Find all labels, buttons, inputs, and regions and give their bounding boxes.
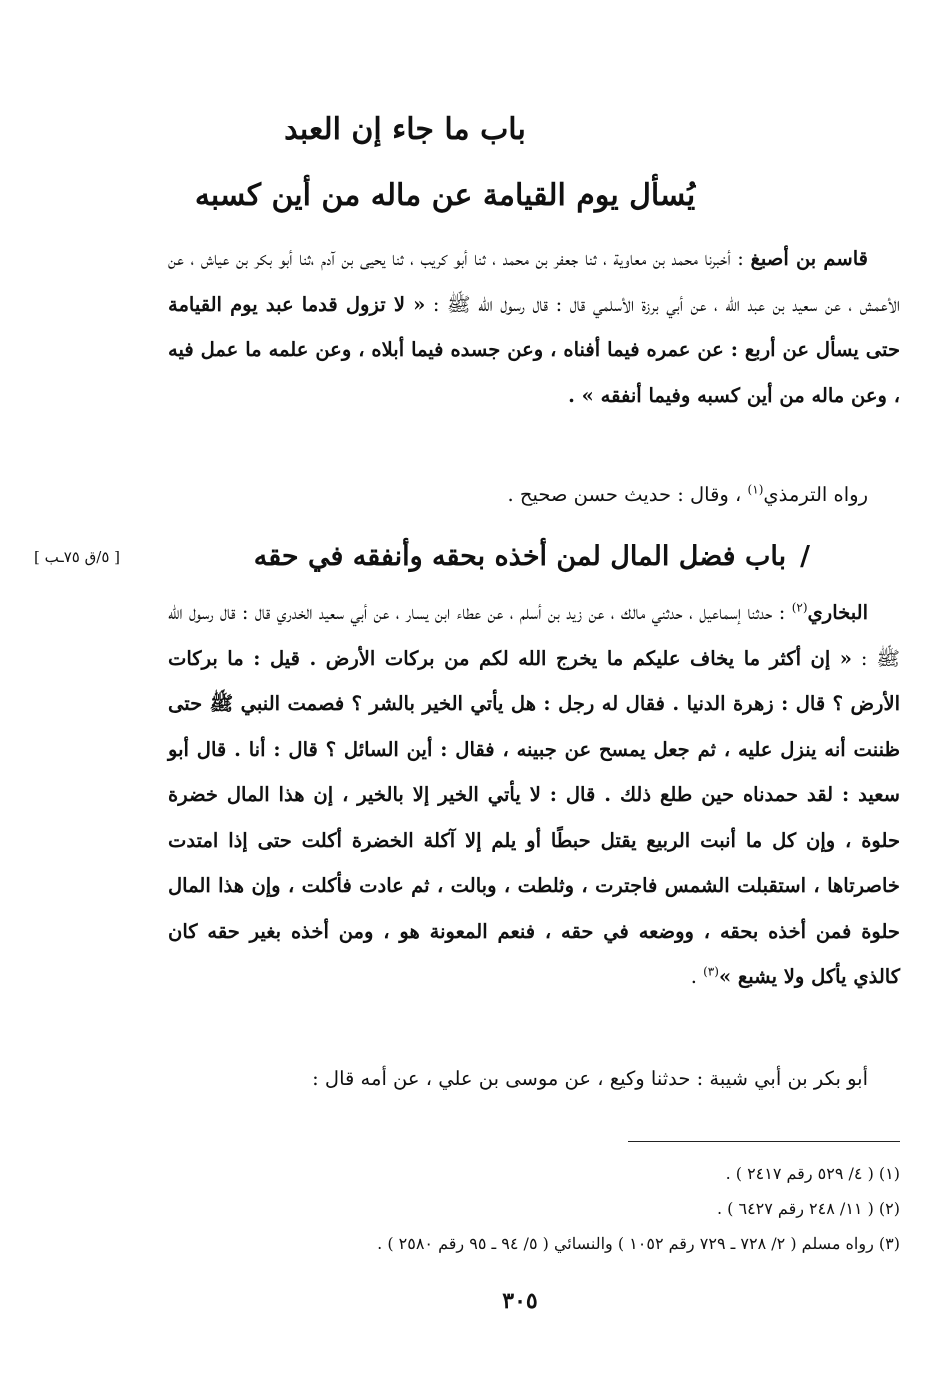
hadith-paragraph-1: [168, 236, 900, 418]
footnote-2: (٢) ( ١١/ ٢٤٨ رقم ٦٤٢٧ ) .: [716, 1199, 900, 1218]
footnote-marker-2: (٢): [791, 600, 808, 615]
footnote-marker-1: (١): [747, 482, 764, 497]
isnad-text: : أخبرنا محمد بن معاوية ، ثنا جعفر بن محمد ، ثنا أبو كريب ، ثنا يحيى بن آدم ،ثنا أبو بكر بن عياش ، عن الأعمش ، عن سعيد بن عبد الله ، عن أبي برزة الأسلمي قال : قال رسول الله ﷺ :: [168, 247, 900, 316]
footnote-1: (١) ( ٤/ ٥٢٩ رقم ٢٤١٧ ) .: [725, 1164, 900, 1183]
footnote-marker-3: (٣): [703, 964, 719, 979]
hadith-paragraph-2: [168, 590, 900, 1000]
footnote-3: (٣) رواه مسلم ( ٢/ ٧٢٨ ـ ٧٢٩ رقم ١٠٥٢ ) والنسائي ( ٥/ ٩٤ ـ ٩٥ رقم ٢٥٨٠ ) .: [377, 1234, 900, 1253]
narrator-lead: قاسم بن أصبغ: [750, 247, 868, 270]
footnote-divider: [628, 1141, 900, 1142]
section-title-text: باب فضل المال لمن أخذه بحقه وأنفقه في حقه: [253, 541, 787, 572]
section-title: [250, 532, 810, 582]
takhrij-paragraph: [168, 472, 900, 518]
hadith-paragraph-3: أبو بكر بن أبي شيبة : حدثنا وكيع ، عن موسى بن علي ، عن أمه قال :: [312, 1067, 868, 1090]
matn-text: « إن أكثر ما يخاف عليكم ما يخرج الله لكم من بركات الأرض . قيل : ما بركات الأرض ؟ قال : زهرة الدنيا . فقال له رجل : هل يأتي الخير بالشر ؟ فصمت النبي ﷺ حتى ظننت أنه ينزل عليه ، ثم جعل يمسح عن جبينه ، فقال : أين السائل ؟ قال : أنا . قال أبو سعيد : لقد حمدناه حين طلع ذلك . قال : لا يأتي الخير إلا بالخير ، إن هذا المال خضرة حلوة ، وإن كل ما أنبت الربيع يقتل حبطًا أو يلم إلا آكلة الخضرة أكلت حتى إذا امتدت خاصرتاها ، استقبلت الشمس فاجترت ، وثلطت ، وبالت ، ثم عادت فأكلت ، وإن هذا المال حلوة فمن أخذه بحقه ، ووضعه في حقه ، فنعم المعونة هو ، ومن أخذه بغير حقه كان كالذي يأكل ولا يشبع »: [168, 646, 900, 988]
narrator-lead: البخاري: [807, 601, 868, 624]
takhrij-text: رواه الترمذي: [763, 483, 868, 506]
isnad-text: : حدثنا إسماعيل ، حدثني مالك ، عن زيد بن أسلم ، عن عطاء ابن يسار ، عن أبي سعيد الخدري قال : قال رسول الله ﷺ :: [168, 601, 900, 670]
manuscript-margin-reference: [ ٥/ق ٧٥ـب ]: [34, 548, 121, 566]
chapter-title-line2: يُسأل يوم القيامة عن ماله من أين كسبه: [194, 178, 696, 213]
takhrij-text-end: ، وقال : حديث حسن صحيح .: [507, 483, 748, 506]
matn-end: .: [690, 965, 704, 988]
matn-text: « لا تزول قدما عبد يوم القيامة حتى يسأل عن أربع : عن عمره فيما أفناه ، وعن جسده فيما أبلاه ، وعن علمه ما عمل فيه ، وعن ماله من أين كسبه وفيما أنفقه » .: [168, 292, 900, 407]
page-number: ٣٠٥: [502, 1288, 538, 1314]
manuscript-slash-mark: /: [800, 541, 810, 572]
chapter-title-line1: باب ما جاء إن العبد: [284, 112, 526, 147]
footnotes: [190, 1156, 900, 1261]
